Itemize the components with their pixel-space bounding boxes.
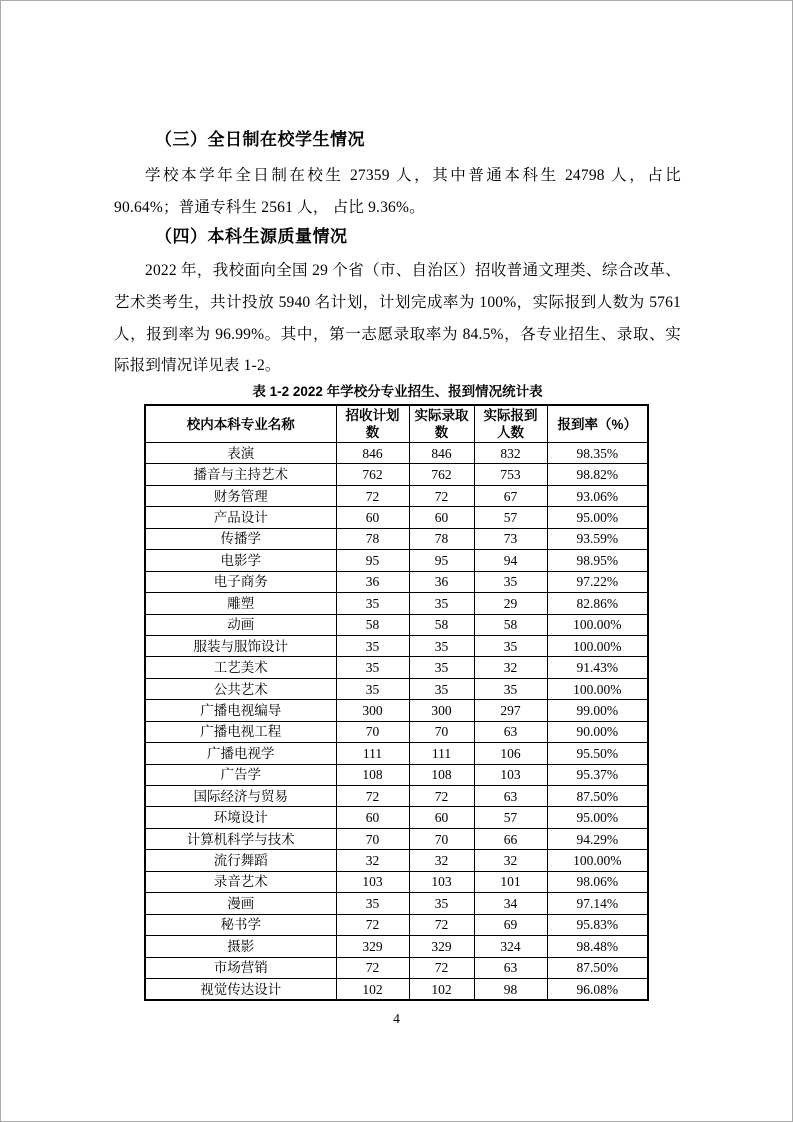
table-row <box>145 657 648 678</box>
value-cell: 98.06% <box>547 871 648 892</box>
value-cell: 98.48% <box>547 936 648 957</box>
value-cell: 762 <box>336 464 409 485</box>
major-name-cell: 广播电视编导 <box>145 700 336 721</box>
value-cell: 36 <box>336 571 409 592</box>
value-cell: 67 <box>474 485 547 506</box>
table-row <box>145 635 648 656</box>
major-name-cell: 工艺美术 <box>145 657 336 678</box>
value-cell: 94 <box>474 550 547 571</box>
value-cell: 100.00% <box>547 850 648 871</box>
value-cell: 297 <box>474 700 547 721</box>
value-cell: 97.22% <box>547 571 648 592</box>
value-cell: 98.82% <box>547 464 648 485</box>
value-cell: 87.50% <box>547 786 648 807</box>
value-cell: 91.43% <box>547 657 648 678</box>
value-cell: 108 <box>409 764 474 785</box>
value-cell: 60 <box>336 507 409 528</box>
table-row <box>145 871 648 892</box>
value-cell: 70 <box>336 721 409 742</box>
value-cell: 35 <box>336 893 409 914</box>
major-name-cell: 财务管理 <box>145 485 336 506</box>
table-body <box>145 443 648 1001</box>
value-cell: 100.00% <box>547 678 648 699</box>
major-name-cell: 动画 <box>145 614 336 635</box>
value-cell: 100.00% <box>547 614 648 635</box>
table-row <box>145 786 648 807</box>
value-cell: 98.35% <box>547 443 648 464</box>
value-cell: 36 <box>409 571 474 592</box>
column-header-report-rate: 报到率（%） <box>547 405 648 443</box>
value-cell: 103 <box>409 871 474 892</box>
value-cell: 60 <box>336 807 409 828</box>
value-cell: 70 <box>409 828 474 849</box>
value-cell: 35 <box>409 657 474 678</box>
table-row <box>145 914 648 935</box>
table-row <box>145 957 648 978</box>
value-cell: 111 <box>409 743 474 764</box>
value-cell: 70 <box>336 828 409 849</box>
table-row <box>145 828 648 849</box>
value-cell: 58 <box>474 614 547 635</box>
value-cell: 93.06% <box>547 485 648 506</box>
value-cell: 72 <box>336 914 409 935</box>
value-cell: 300 <box>336 700 409 721</box>
value-cell: 97.14% <box>547 893 648 914</box>
value-cell: 102 <box>409 978 474 1000</box>
column-header-planned-enrollment: 招收计划数 <box>336 405 409 443</box>
section-4-paragraph: 2022 年，我校面向全国 29 个省（市、自治区）招收普通文理类、综合改革、艺术类考生，共计投放 5940 名计划，计划完成率为 100%，实际报到人数为 5761 人，报到率为 96.99%。其中，第一志愿录取率为 84.5%，各专业招生、录取、实际报到情况详见表 1-2。 <box>114 262 681 375</box>
table-row <box>145 893 648 914</box>
table-row <box>145 978 648 1000</box>
section-3-paragraph: 学校本学年全日制在校生 27359 人，其中普通本科生 24798 人，占比 90.64%；普通专科生 2561 人， 占比 9.36%。 <box>114 167 681 216</box>
value-cell: 72 <box>336 485 409 506</box>
table-row <box>145 507 648 528</box>
table-row <box>145 700 648 721</box>
value-cell: 70 <box>409 721 474 742</box>
table-row <box>145 528 648 549</box>
value-cell: 100.00% <box>547 635 648 656</box>
value-cell: 72 <box>409 786 474 807</box>
value-cell: 99.00% <box>547 700 648 721</box>
table-row <box>145 807 648 828</box>
table-row <box>145 464 648 485</box>
section-heading-3: （三）全日制在校学生情况 <box>155 130 365 149</box>
major-name-cell: 视觉传达设计 <box>145 978 336 1000</box>
table-row <box>145 850 648 871</box>
value-cell: 35 <box>336 678 409 699</box>
value-cell: 34 <box>474 893 547 914</box>
enrollment-statistics-table <box>144 404 649 1001</box>
major-name-cell: 公共艺术 <box>145 678 336 699</box>
major-name-cell: 计算机科学与技术 <box>145 828 336 849</box>
value-cell: 57 <box>474 507 547 528</box>
value-cell: 32 <box>474 850 547 871</box>
value-cell: 95 <box>336 550 409 571</box>
major-name-cell: 播音与主持艺术 <box>145 464 336 485</box>
major-name-cell: 国际经济与贸易 <box>145 786 336 807</box>
value-cell: 32 <box>336 850 409 871</box>
section-heading-4: （四）本科生源质量情况 <box>155 227 348 246</box>
value-cell: 58 <box>336 614 409 635</box>
value-cell: 101 <box>474 871 547 892</box>
table-header-row <box>145 405 648 443</box>
value-cell: 324 <box>474 936 547 957</box>
value-cell: 72 <box>336 786 409 807</box>
value-cell: 95.83% <box>547 914 648 935</box>
major-name-cell: 电子商务 <box>145 571 336 592</box>
value-cell: 66 <box>474 828 547 849</box>
table-row <box>145 443 648 464</box>
table-row <box>145 550 648 571</box>
value-cell: 95.00% <box>547 507 648 528</box>
value-cell: 95.00% <box>547 807 648 828</box>
major-name-cell: 录音艺术 <box>145 871 336 892</box>
major-name-cell: 市场营销 <box>145 957 336 978</box>
table-row <box>145 593 648 614</box>
value-cell: 63 <box>474 957 547 978</box>
value-cell: 73 <box>474 528 547 549</box>
major-name-cell: 秘书学 <box>145 914 336 935</box>
table-row <box>145 571 648 592</box>
value-cell: 300 <box>409 700 474 721</box>
value-cell: 72 <box>409 485 474 506</box>
value-cell: 95.37% <box>547 764 648 785</box>
value-cell: 60 <box>409 507 474 528</box>
value-cell: 78 <box>336 528 409 549</box>
value-cell: 35 <box>474 678 547 699</box>
column-header-actual-reported: 实际报到人数 <box>474 405 547 443</box>
table-caption: 表 1-2 2022 年学校分专业招生、报到情况统计表 <box>252 384 543 399</box>
major-name-cell: 产品设计 <box>145 507 336 528</box>
value-cell: 72 <box>409 957 474 978</box>
table-row <box>145 743 648 764</box>
column-header-actual-admitted: 实际录取数 <box>409 405 474 443</box>
value-cell: 95.50% <box>547 743 648 764</box>
table-row <box>145 614 648 635</box>
value-cell: 35 <box>409 635 474 656</box>
value-cell: 58 <box>409 614 474 635</box>
value-cell: 32 <box>474 657 547 678</box>
value-cell: 82.86% <box>547 593 648 614</box>
value-cell: 90.00% <box>547 721 648 742</box>
major-name-cell: 广播电视学 <box>145 743 336 764</box>
value-cell: 98 <box>474 978 547 1000</box>
major-name-cell: 雕塑 <box>145 593 336 614</box>
value-cell: 93.59% <box>547 528 648 549</box>
major-name-cell: 广播电视工程 <box>145 721 336 742</box>
column-header-major-name: 校内本科专业名称 <box>145 405 336 443</box>
value-cell: 63 <box>474 786 547 807</box>
table-row <box>145 721 648 742</box>
value-cell: 87.50% <box>547 957 648 978</box>
value-cell: 329 <box>336 936 409 957</box>
value-cell: 57 <box>474 807 547 828</box>
value-cell: 329 <box>409 936 474 957</box>
major-name-cell: 电影学 <box>145 550 336 571</box>
value-cell: 78 <box>409 528 474 549</box>
value-cell: 35 <box>336 593 409 614</box>
value-cell: 832 <box>474 443 547 464</box>
value-cell: 753 <box>474 464 547 485</box>
page-number: 4 <box>393 1011 400 1026</box>
major-name-cell: 服装与服饰设计 <box>145 635 336 656</box>
value-cell: 29 <box>474 593 547 614</box>
value-cell: 35 <box>409 593 474 614</box>
value-cell: 60 <box>409 807 474 828</box>
value-cell: 102 <box>336 978 409 1000</box>
table-row <box>145 678 648 699</box>
value-cell: 35 <box>474 571 547 592</box>
value-cell: 762 <box>409 464 474 485</box>
value-cell: 98.95% <box>547 550 648 571</box>
value-cell: 106 <box>474 743 547 764</box>
major-name-cell: 流行舞蹈 <box>145 850 336 871</box>
value-cell: 35 <box>409 893 474 914</box>
table-row <box>145 936 648 957</box>
value-cell: 103 <box>474 764 547 785</box>
value-cell: 96.08% <box>547 978 648 1000</box>
value-cell: 846 <box>336 443 409 464</box>
value-cell: 35 <box>409 678 474 699</box>
value-cell: 69 <box>474 914 547 935</box>
value-cell: 108 <box>336 764 409 785</box>
value-cell: 72 <box>409 914 474 935</box>
major-name-cell: 广告学 <box>145 764 336 785</box>
major-name-cell: 环境设计 <box>145 807 336 828</box>
value-cell: 35 <box>474 635 547 656</box>
major-name-cell: 摄影 <box>145 936 336 957</box>
value-cell: 95 <box>409 550 474 571</box>
table-row <box>145 764 648 785</box>
major-name-cell: 传播学 <box>145 528 336 549</box>
value-cell: 111 <box>336 743 409 764</box>
table-row <box>145 485 648 506</box>
major-name-cell: 表演 <box>145 443 336 464</box>
value-cell: 35 <box>336 635 409 656</box>
value-cell: 63 <box>474 721 547 742</box>
value-cell: 32 <box>409 850 474 871</box>
value-cell: 94.29% <box>547 828 648 849</box>
value-cell: 72 <box>336 957 409 978</box>
value-cell: 103 <box>336 871 409 892</box>
value-cell: 846 <box>409 443 474 464</box>
major-name-cell: 漫画 <box>145 893 336 914</box>
value-cell: 35 <box>336 657 409 678</box>
